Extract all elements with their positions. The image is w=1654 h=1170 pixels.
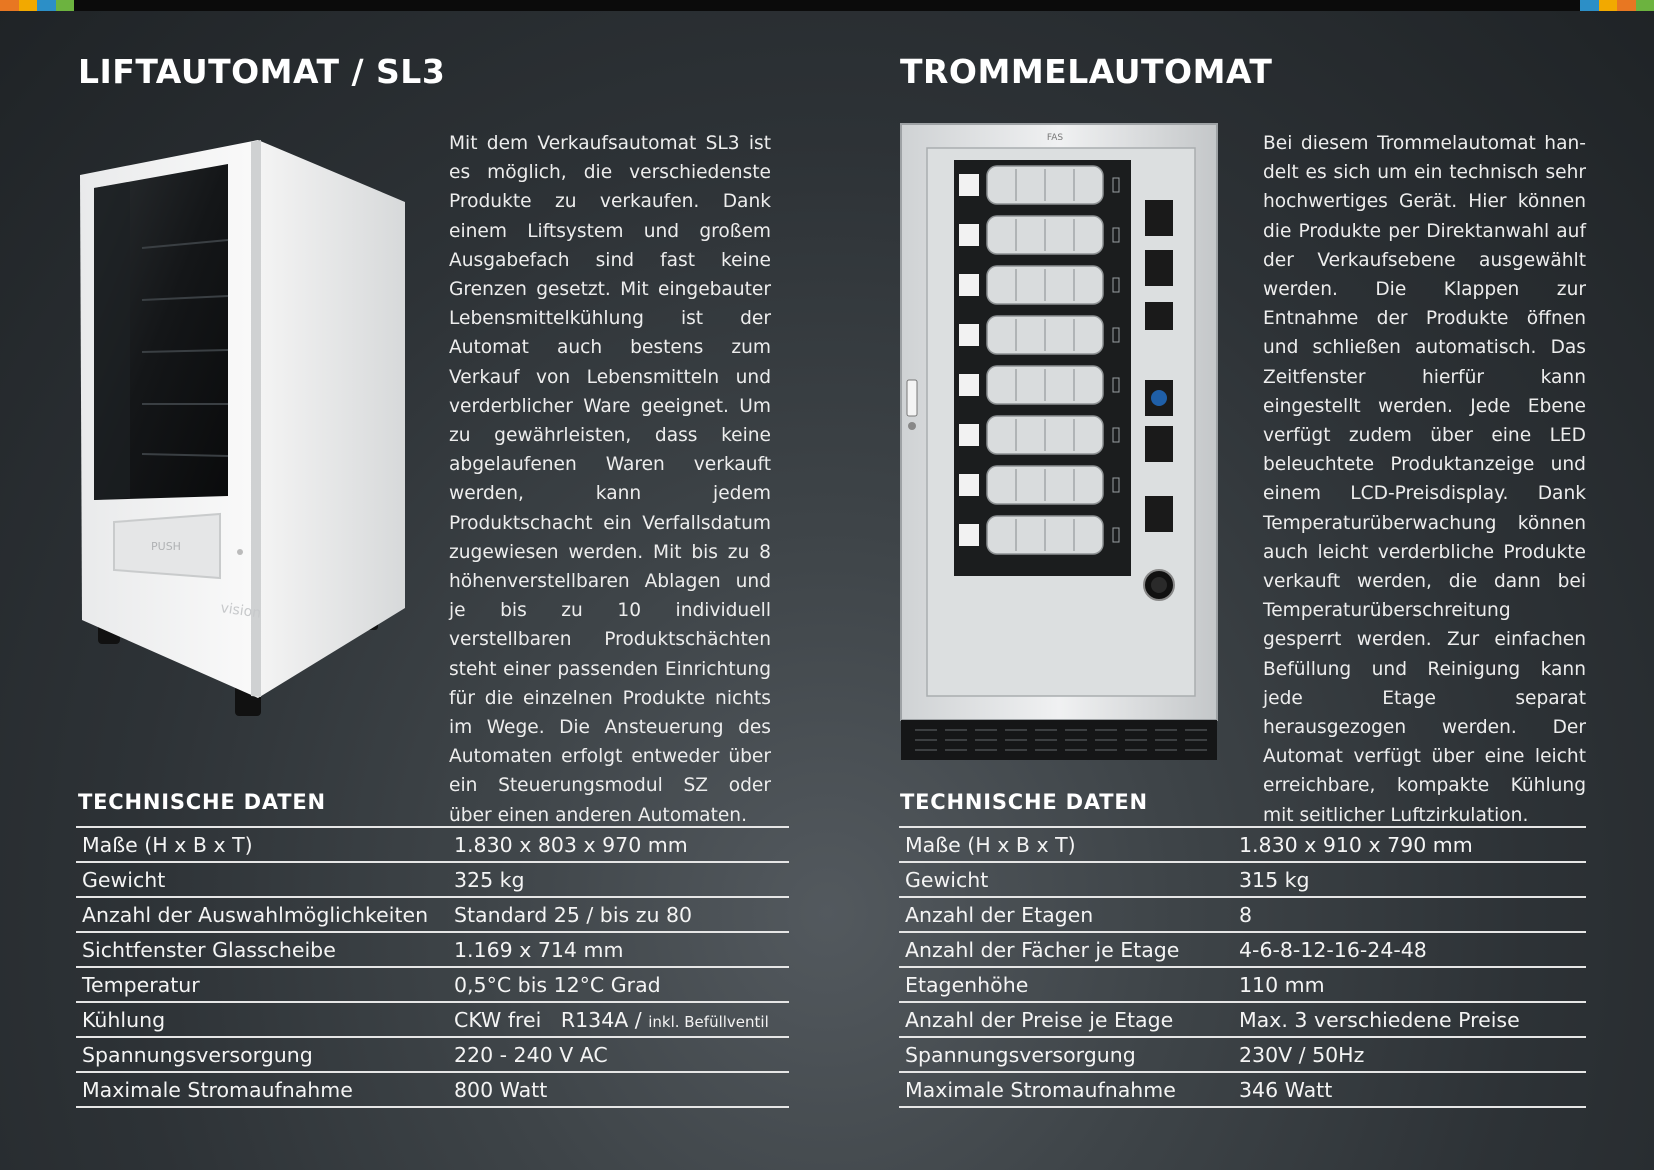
spec-label: Anzahl der Auswahlmöglichkeiten bbox=[76, 897, 448, 932]
spec-label: Maße (H x B x T) bbox=[76, 827, 448, 862]
table-row bbox=[899, 897, 1586, 932]
spec-label: Kühlung bbox=[76, 1002, 448, 1037]
stripe-segment bbox=[1636, 0, 1654, 11]
liftautomat-image bbox=[70, 130, 450, 770]
stripe-segment bbox=[1580, 0, 1599, 11]
table-row bbox=[899, 862, 1586, 897]
spec-value: 8 bbox=[1233, 897, 1586, 932]
spec-label: Gewicht bbox=[76, 862, 448, 897]
color-stripe-right bbox=[1580, 0, 1654, 11]
spec-label: Etagenhöhe bbox=[899, 967, 1233, 1002]
spec-label: Sichtfenster Glasscheibe bbox=[76, 932, 448, 967]
table-row bbox=[76, 932, 789, 967]
spec-value: 800 Watt bbox=[448, 1072, 789, 1107]
table-row bbox=[76, 862, 789, 897]
spec-value bbox=[448, 1002, 789, 1037]
spec-value: 315 kg bbox=[1233, 862, 1586, 897]
trommelautomat-title: TROMMELAUTOMAT bbox=[900, 52, 1273, 91]
table-row bbox=[899, 1037, 1586, 1072]
spec-label: Anzahl der Fächer je Etage bbox=[899, 932, 1233, 967]
table-row bbox=[76, 1002, 789, 1037]
spec-value: 346 Watt bbox=[1233, 1072, 1586, 1107]
spec-value-main: CKW frei R134A / bbox=[454, 1007, 649, 1032]
spec-label: Spannungsversorgung bbox=[899, 1037, 1233, 1072]
spec-value: Standard 25 / bis zu 80 bbox=[448, 897, 789, 932]
stripe-segment bbox=[19, 0, 38, 11]
table-row bbox=[899, 1072, 1586, 1107]
spec-label: Temperatur bbox=[76, 967, 448, 1002]
spec-value: 325 kg bbox=[448, 862, 789, 897]
trommelautomat-tech-heading: TECHNISCHE DATEN bbox=[900, 790, 1148, 814]
spec-value: 230V / 50Hz bbox=[1233, 1037, 1586, 1072]
table-row bbox=[899, 827, 1586, 862]
table-row bbox=[76, 827, 789, 862]
spec-label: Anzahl der Preise je Etage bbox=[899, 1002, 1233, 1037]
table-row bbox=[76, 1072, 789, 1107]
spec-value: 220 - 240 V AC bbox=[448, 1037, 789, 1072]
spec-label: Maße (H x B x T) bbox=[899, 827, 1233, 862]
table-row bbox=[76, 1037, 789, 1072]
color-stripe-left bbox=[0, 0, 74, 11]
table-row bbox=[76, 967, 789, 1002]
spec-value: 1.169 x 714 mm bbox=[448, 932, 789, 967]
spec-label: Spannungsversorgung bbox=[76, 1037, 448, 1072]
liftautomat-specs-table bbox=[76, 826, 789, 1108]
spec-value: 0,5°C bis 12°C Grad bbox=[448, 967, 789, 1002]
spec-value: 4-6-8-12-16-24-48 bbox=[1233, 932, 1586, 967]
spec-value: 110 mm bbox=[1233, 967, 1586, 1002]
table-row bbox=[899, 932, 1586, 967]
stripe-segment bbox=[1599, 0, 1618, 11]
stripe-segment bbox=[56, 0, 75, 11]
liftautomat-tech-heading: TECHNISCHE DATEN bbox=[78, 790, 326, 814]
brand-label: FAS bbox=[1046, 133, 1064, 143]
table-row bbox=[899, 1002, 1586, 1037]
liftautomat-description: Mit dem Verkaufsautomat SL3 ist es möglich, die verschiedenste Produkte zu verkaufen. Dank einem Liftsystem und großem Ausgabefach sind fast keine Grenzen gesetzt. Mit eingebauter Lebensmittelkühlung ist der Automat auch bestens zum Verkauf von Lebensmitteln und verderblicher Ware geeignet. Um zu gewährleisten, dass keine abgelaufenen Waren verkauft werden, kann jedem Produktschacht ein Verfallsdatum zugewiesen werden. Mit bis zu 8 höhenverstellbaren Ablagen und je bis zu 10 individuell verstellbaren Produktschächten steht einer passenden Einrichtung für die einzelnen Produkte nichts im Wege. Die Ansteuerung des Automaten erfolgt entweder über ein Steuerungsmodul SZ oder über einen anderen Automaten. bbox=[449, 133, 771, 826]
stripe-segment bbox=[1617, 0, 1636, 11]
brand-label: vision bbox=[219, 600, 263, 622]
spec-value: 1.830 x 803 x 970 mm bbox=[448, 827, 789, 862]
trommelautomat-image bbox=[895, 120, 1225, 760]
spec-value: Max. 3 verschiedene Preise bbox=[1233, 1002, 1586, 1037]
spec-label: Maximale Stromaufnahme bbox=[76, 1072, 448, 1107]
spec-value: 1.830 x 910 x 790 mm bbox=[1233, 827, 1586, 862]
top-bar bbox=[0, 0, 1654, 11]
spec-label: Maximale Stromaufnahme bbox=[899, 1072, 1233, 1107]
table-row bbox=[76, 897, 789, 932]
liftautomat-title: LIFTAUTOMAT / SL3 bbox=[78, 52, 446, 91]
stripe-segment bbox=[0, 0, 19, 11]
stripe-segment bbox=[37, 0, 56, 11]
spec-label: Anzahl der Etagen bbox=[899, 897, 1233, 932]
spec-label: Gewicht bbox=[899, 862, 1233, 897]
trommelautomat-description: Bei diesem Trommelautomat handelt es sich um ein technisch sehr hochwertiges Gerät. Hier können die Produkte per Direktanwahl auf der Verkaufsebene ausgewählt werden. Die Klappen zur Entnahme der Produkte öffnen und schließen automatisch. Das Zeitfenster hierfür kann eingestellt werden. Jede Ebene verfügt zudem über eine LED beleuchtete Produktanzeige und einem LCD-Preisdisplay. Dank Temperaturüberwachung können auch leicht verderbliche Produkte verkauft werden, die dann bei Temperaturüberschreitung gesperrt werden. Zur einfachen Befüllung und Reinigung kann jede Etage separat herausgezogen werden. Der Automat verfügt über eine leicht erreichbare, kompakte Kühlung mit seitlicher Luftzirkulation. bbox=[1263, 133, 1586, 826]
table-row bbox=[899, 967, 1586, 1002]
trommelautomat-specs-table bbox=[899, 826, 1586, 1108]
spec-value-note: inkl. Befüllventil bbox=[648, 1012, 769, 1031]
push-label: PUSH bbox=[151, 540, 181, 553]
